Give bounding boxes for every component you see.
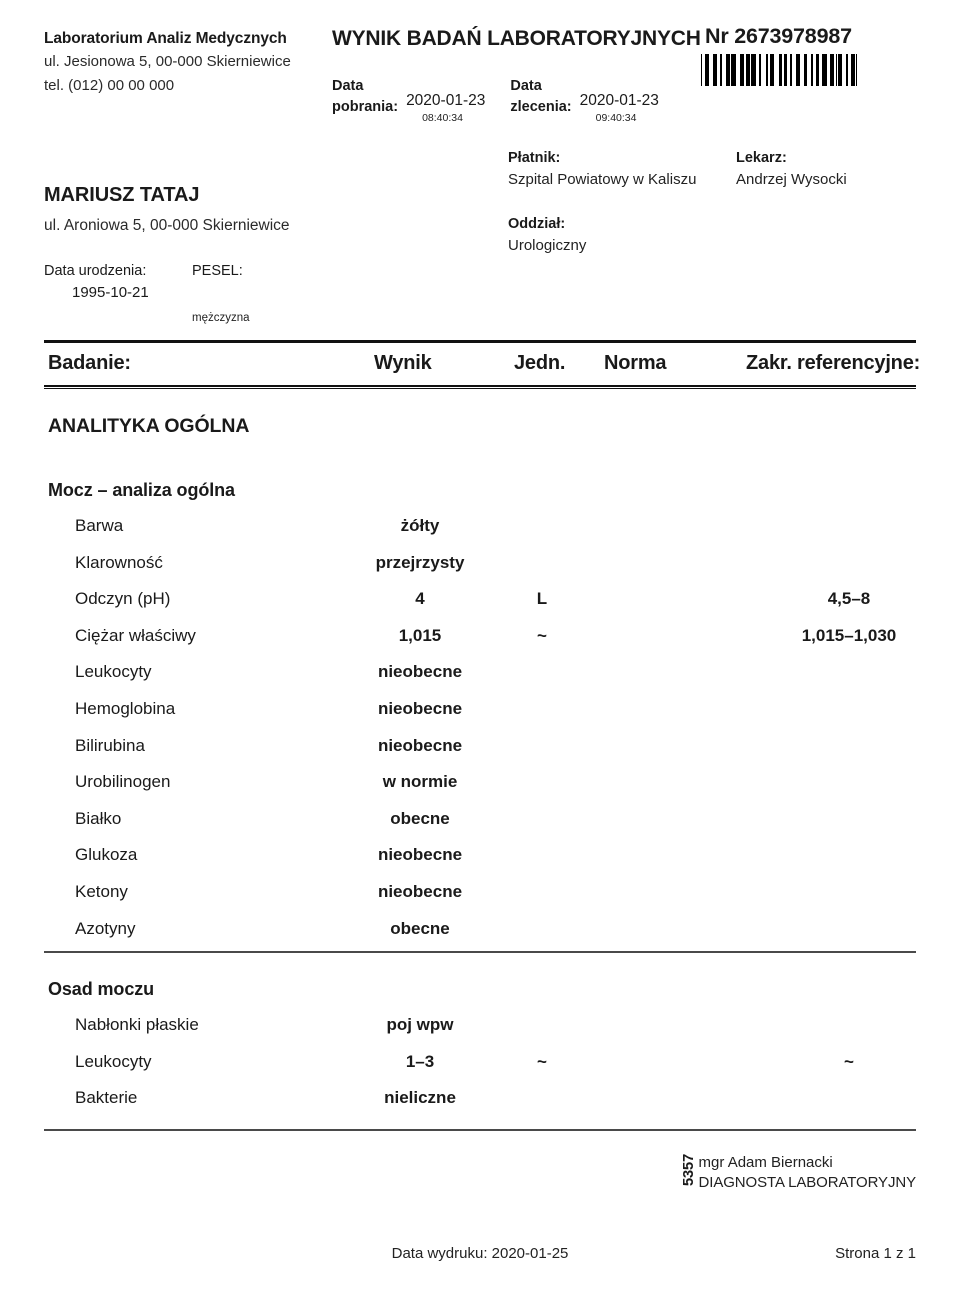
row-test-name: Białko xyxy=(75,808,122,828)
table-row xyxy=(44,512,916,549)
row-result: nieobecne xyxy=(377,881,463,901)
collection-date-label-line2: pobrania: xyxy=(332,98,399,115)
date-block xyxy=(332,76,659,124)
row-test-name: Leukocyty xyxy=(75,1051,152,1071)
table-row xyxy=(44,585,916,622)
column-header-name: Badanie: xyxy=(48,352,131,374)
row-result: obecne xyxy=(390,808,450,828)
row-result: nieobecne xyxy=(377,735,463,755)
column-header-reference: Zakr. referencyjne: xyxy=(746,352,921,374)
row-test-name: Urobilinogen xyxy=(75,772,171,792)
signature-area xyxy=(44,1131,916,1223)
column-header-result: Wynik xyxy=(374,352,432,374)
signature-lines xyxy=(699,1153,916,1193)
collection-time-value: 08:40:34 xyxy=(422,112,463,125)
row-reference: 1,015–1,030 xyxy=(801,625,897,645)
table-row xyxy=(44,695,916,732)
row-result: nieobecne xyxy=(377,698,463,718)
collection-date-values xyxy=(406,76,485,124)
table-row xyxy=(44,658,916,695)
patient-meta xyxy=(44,263,464,333)
page-number: Strona 1 z 1 xyxy=(835,1245,916,1262)
table-row xyxy=(44,805,916,842)
signature-name: mgr Adam Biernacki xyxy=(698,1153,833,1171)
table-row xyxy=(44,1084,916,1121)
table-row xyxy=(44,841,916,878)
laboratory-name: Laboratorium Analiz Medycznych xyxy=(44,30,287,47)
row-test-name: Barwa xyxy=(75,516,124,535)
order-date-label xyxy=(510,76,571,124)
laboratory-address: ul. Jesionowa 5, 00-000 Skierniewice xyxy=(44,53,291,71)
row-test-name: Ciężar właściwy xyxy=(75,625,196,645)
row-result: 1–3 xyxy=(405,1051,435,1071)
signature-block xyxy=(681,1153,916,1193)
row-reference: ~ xyxy=(844,1051,854,1071)
department-block xyxy=(508,216,586,254)
barcode-image xyxy=(701,54,857,86)
collection-date-label xyxy=(332,76,398,124)
payer-label: Płatnik: xyxy=(508,150,561,166)
print-date: Data wydruku: 2020-01-25 xyxy=(391,1245,569,1262)
row-test-name: Leukocyty xyxy=(75,662,152,682)
payer-value: Szpital Powiatowy w Kaliszu xyxy=(508,171,697,188)
row-result: nieobecne xyxy=(377,845,463,865)
collection-date-label-line1: Data xyxy=(332,78,364,94)
patient-dob-value: 1995-10-21 xyxy=(72,284,149,301)
row-result: 1,015 xyxy=(398,625,442,645)
signature-code: 5357 xyxy=(679,1153,697,1187)
row-result: 4 xyxy=(415,589,425,609)
patient-name: MARIUSZ TATAJ xyxy=(44,184,200,206)
patient-address: ul. Aroniowa 5, 00-000 Skierniewice xyxy=(44,217,290,234)
table-row xyxy=(44,915,916,952)
patient-info xyxy=(44,184,464,333)
row-test-name: Nabłonki płaskie xyxy=(75,1015,199,1035)
patient-sex: mężczyzna xyxy=(192,312,250,324)
row-unit: ~ xyxy=(537,1051,547,1071)
row-unit: L xyxy=(536,589,548,609)
payer-block xyxy=(508,150,738,188)
document-title: WYNIK BADAŃ LABORATORYJNYCH xyxy=(332,27,701,50)
row-result: przejrzysty xyxy=(375,552,465,572)
department-value: Urologiczny xyxy=(508,237,587,254)
row-test-name: Azotyny xyxy=(75,918,136,938)
doctor-label: Lekarz: xyxy=(736,150,787,166)
order-date-value: 2020-01-23 xyxy=(579,92,659,109)
row-result: poj wpw xyxy=(386,1015,454,1035)
row-test-name: Klarowność xyxy=(75,552,163,572)
laboratory-phone: tel. (012) 00 00 000 xyxy=(44,76,175,94)
row-result: nieobecne xyxy=(377,662,463,682)
column-header-norm: Norma xyxy=(604,352,667,374)
patient-dob-label: Data urodzenia: xyxy=(44,263,147,279)
order-date-group xyxy=(510,76,659,124)
order-date-label-line2: zlecenia: xyxy=(510,98,572,115)
row-test-name: Bakterie xyxy=(75,1088,138,1108)
document-header xyxy=(44,0,916,150)
table-row xyxy=(44,768,916,805)
row-result: żółty xyxy=(400,516,440,535)
order-time-value: 09:40:34 xyxy=(595,112,637,125)
row-result: nieliczne xyxy=(384,1088,456,1108)
row-test-name: Ketony xyxy=(75,881,128,901)
department-label: Oddział: xyxy=(508,216,566,232)
section-title: Mocz – analiza ogólna xyxy=(48,480,235,500)
table-row xyxy=(44,1011,916,1048)
results-sections xyxy=(44,438,916,1131)
document-footer xyxy=(44,1245,916,1267)
row-test-name: Hemoglobina xyxy=(75,698,176,718)
row-test-name: Bilirubina xyxy=(75,735,145,755)
row-test-name: Glukoza xyxy=(75,845,138,865)
collection-date-value: 2020-01-23 xyxy=(406,92,486,109)
section-title: Osad moczu xyxy=(48,979,155,1000)
table-row xyxy=(44,1048,916,1085)
table-row xyxy=(44,732,916,769)
section-rows xyxy=(44,501,916,951)
signature-role: DIAGNOSTA LABORATORYJNY xyxy=(698,1173,916,1191)
row-reference: 4,5–8 xyxy=(827,589,871,609)
table-header-row xyxy=(44,343,921,385)
section-rows xyxy=(44,1000,916,1121)
order-number-block xyxy=(701,24,916,86)
table-row xyxy=(44,878,916,915)
row-unit: ~ xyxy=(537,625,547,645)
order-number: Nr 2673978987 xyxy=(705,24,852,48)
patient-section xyxy=(44,150,916,340)
doctor-value: Andrzej Wysocki xyxy=(736,171,847,188)
row-result: obecne xyxy=(390,918,450,938)
patient-pesel-label: PESEL: xyxy=(192,263,243,279)
order-date-values xyxy=(580,76,659,124)
analysis-group-title: ANALITYKA OGÓLNA xyxy=(48,415,250,437)
laboratory-info xyxy=(44,28,344,97)
row-result: w normie xyxy=(382,772,458,792)
order-date-label-line1: Data xyxy=(510,78,542,94)
table-row xyxy=(44,549,916,586)
collection-date-group xyxy=(332,76,485,124)
column-header-unit: Jedn. xyxy=(514,352,566,374)
doctor-block xyxy=(736,150,847,188)
row-test-name: Odczyn (pH) xyxy=(75,589,171,609)
table-row xyxy=(44,622,916,659)
